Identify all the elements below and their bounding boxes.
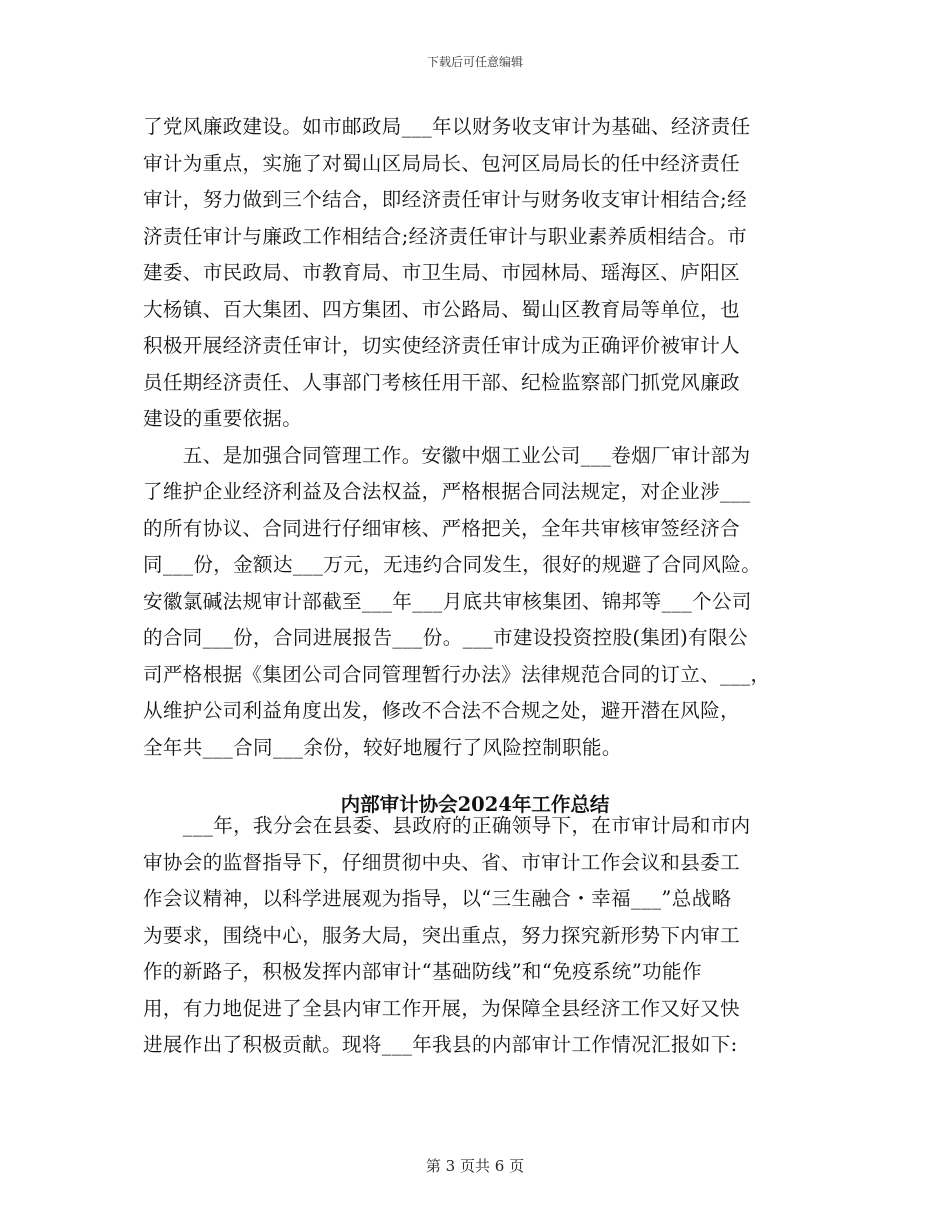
text-line: 安徽氯碱法规审计部截至___年___月底共审核集团、锦邦等___个公司: [143, 589, 752, 613]
text-line: 作会议精神，以科学进展观为指导，以“三生融合・幸福___”总战略: [143, 887, 732, 910]
text-line: 进展作出了积极贡献。现将___年我县的内部审计工作情况汇报如下:: [143, 1033, 738, 1056]
text-line: 全年共___合同___余份，较好地履行了风险控制职能。: [143, 735, 622, 759]
text-line: 同___份，金额达___万元，无违约合同发生，很好的规避了合同风险。: [143, 553, 762, 576]
text-line: 建委、市民政局、市教育局、市卫生局、市园林局、瑶海区、庐阳区: [143, 261, 741, 284]
text-line: 审计为重点，实施了对蜀山区局局长、包河区局局长的任中经济责任: [143, 151, 741, 175]
body-section-bottom: [143, 808, 823, 1064]
body-section-top: [143, 109, 823, 766]
text-line: 五、是加强合同管理工作。安徽中烟工业公司___卷烟厂审计部为: [143, 443, 751, 467]
text-line: 了党风廉政建设。如市邮政局___年以财务收支审计为基础、经济责任: [143, 115, 751, 138]
text-line: 济责任审计与廉政工作相结合;经济责任审计与职业素养质相结合。市: [143, 224, 747, 248]
text-line: 积极开展经济责任审计，切实使经济责任审计成为正确评价被审计人: [143, 334, 741, 357]
text-line: 员任期经济责任、人事部门考核任用干部、纪检监察部门抓党风廉政: [143, 370, 741, 394]
text-line: 为要求，围绕中心，服务大局，突出重点，努力探究新形势下内审工: [143, 923, 741, 947]
page-number-footer: 第 3 页共 6 页: [425, 1157, 525, 1175]
text-line: 作的新路子，积极发挥内部审计“基础防线”和“免疫系统”功能作: [143, 960, 702, 983]
document-title: 内部审计协会2024年工作总结: [340, 793, 610, 816]
text-line: 审协会的监督指导下，仔细贯彻中央、省、市审计工作会议和县委工: [143, 850, 741, 874]
text-line: 了维护企业经济利益及合法权益，严格根据合同法规定，对企业涉___: [143, 480, 751, 503]
text-line: 的所有协议、合同进行仔细审核、严格把关，全年共审核审签经济合: [143, 516, 741, 540]
text-line: ___年，我分会在县委、县政府的正确领导下，在市审计局和市内: [143, 814, 751, 837]
text-line: 建设的重要依据。: [143, 407, 303, 430]
text-line: 司严格根据《集团公司合同管理暂行办法》法律规范合同的订立、___，: [143, 662, 771, 686]
text-line: 审计，努力做到三个结合，即经济责任审计与财务收支审计相结合;经: [143, 188, 747, 211]
text-line: 的合同___份，合同进展报告___份。___市建设投资控股(集团)有限公: [143, 626, 748, 649]
text-line: 从维护公司利益角度出发，修改不合法不合规之处，避开潜在风险，: [143, 699, 741, 722]
text-line: 大杨镇、百大集团、四方集团、市公路局、蜀山区教育局等单位，也: [143, 297, 741, 321]
page-header-note: 下载后可任意编辑: [426, 55, 523, 69]
text-line: 用，有力地促进了全县内审工作开展，为保障全县经济工作又好又快: [143, 996, 741, 1020]
